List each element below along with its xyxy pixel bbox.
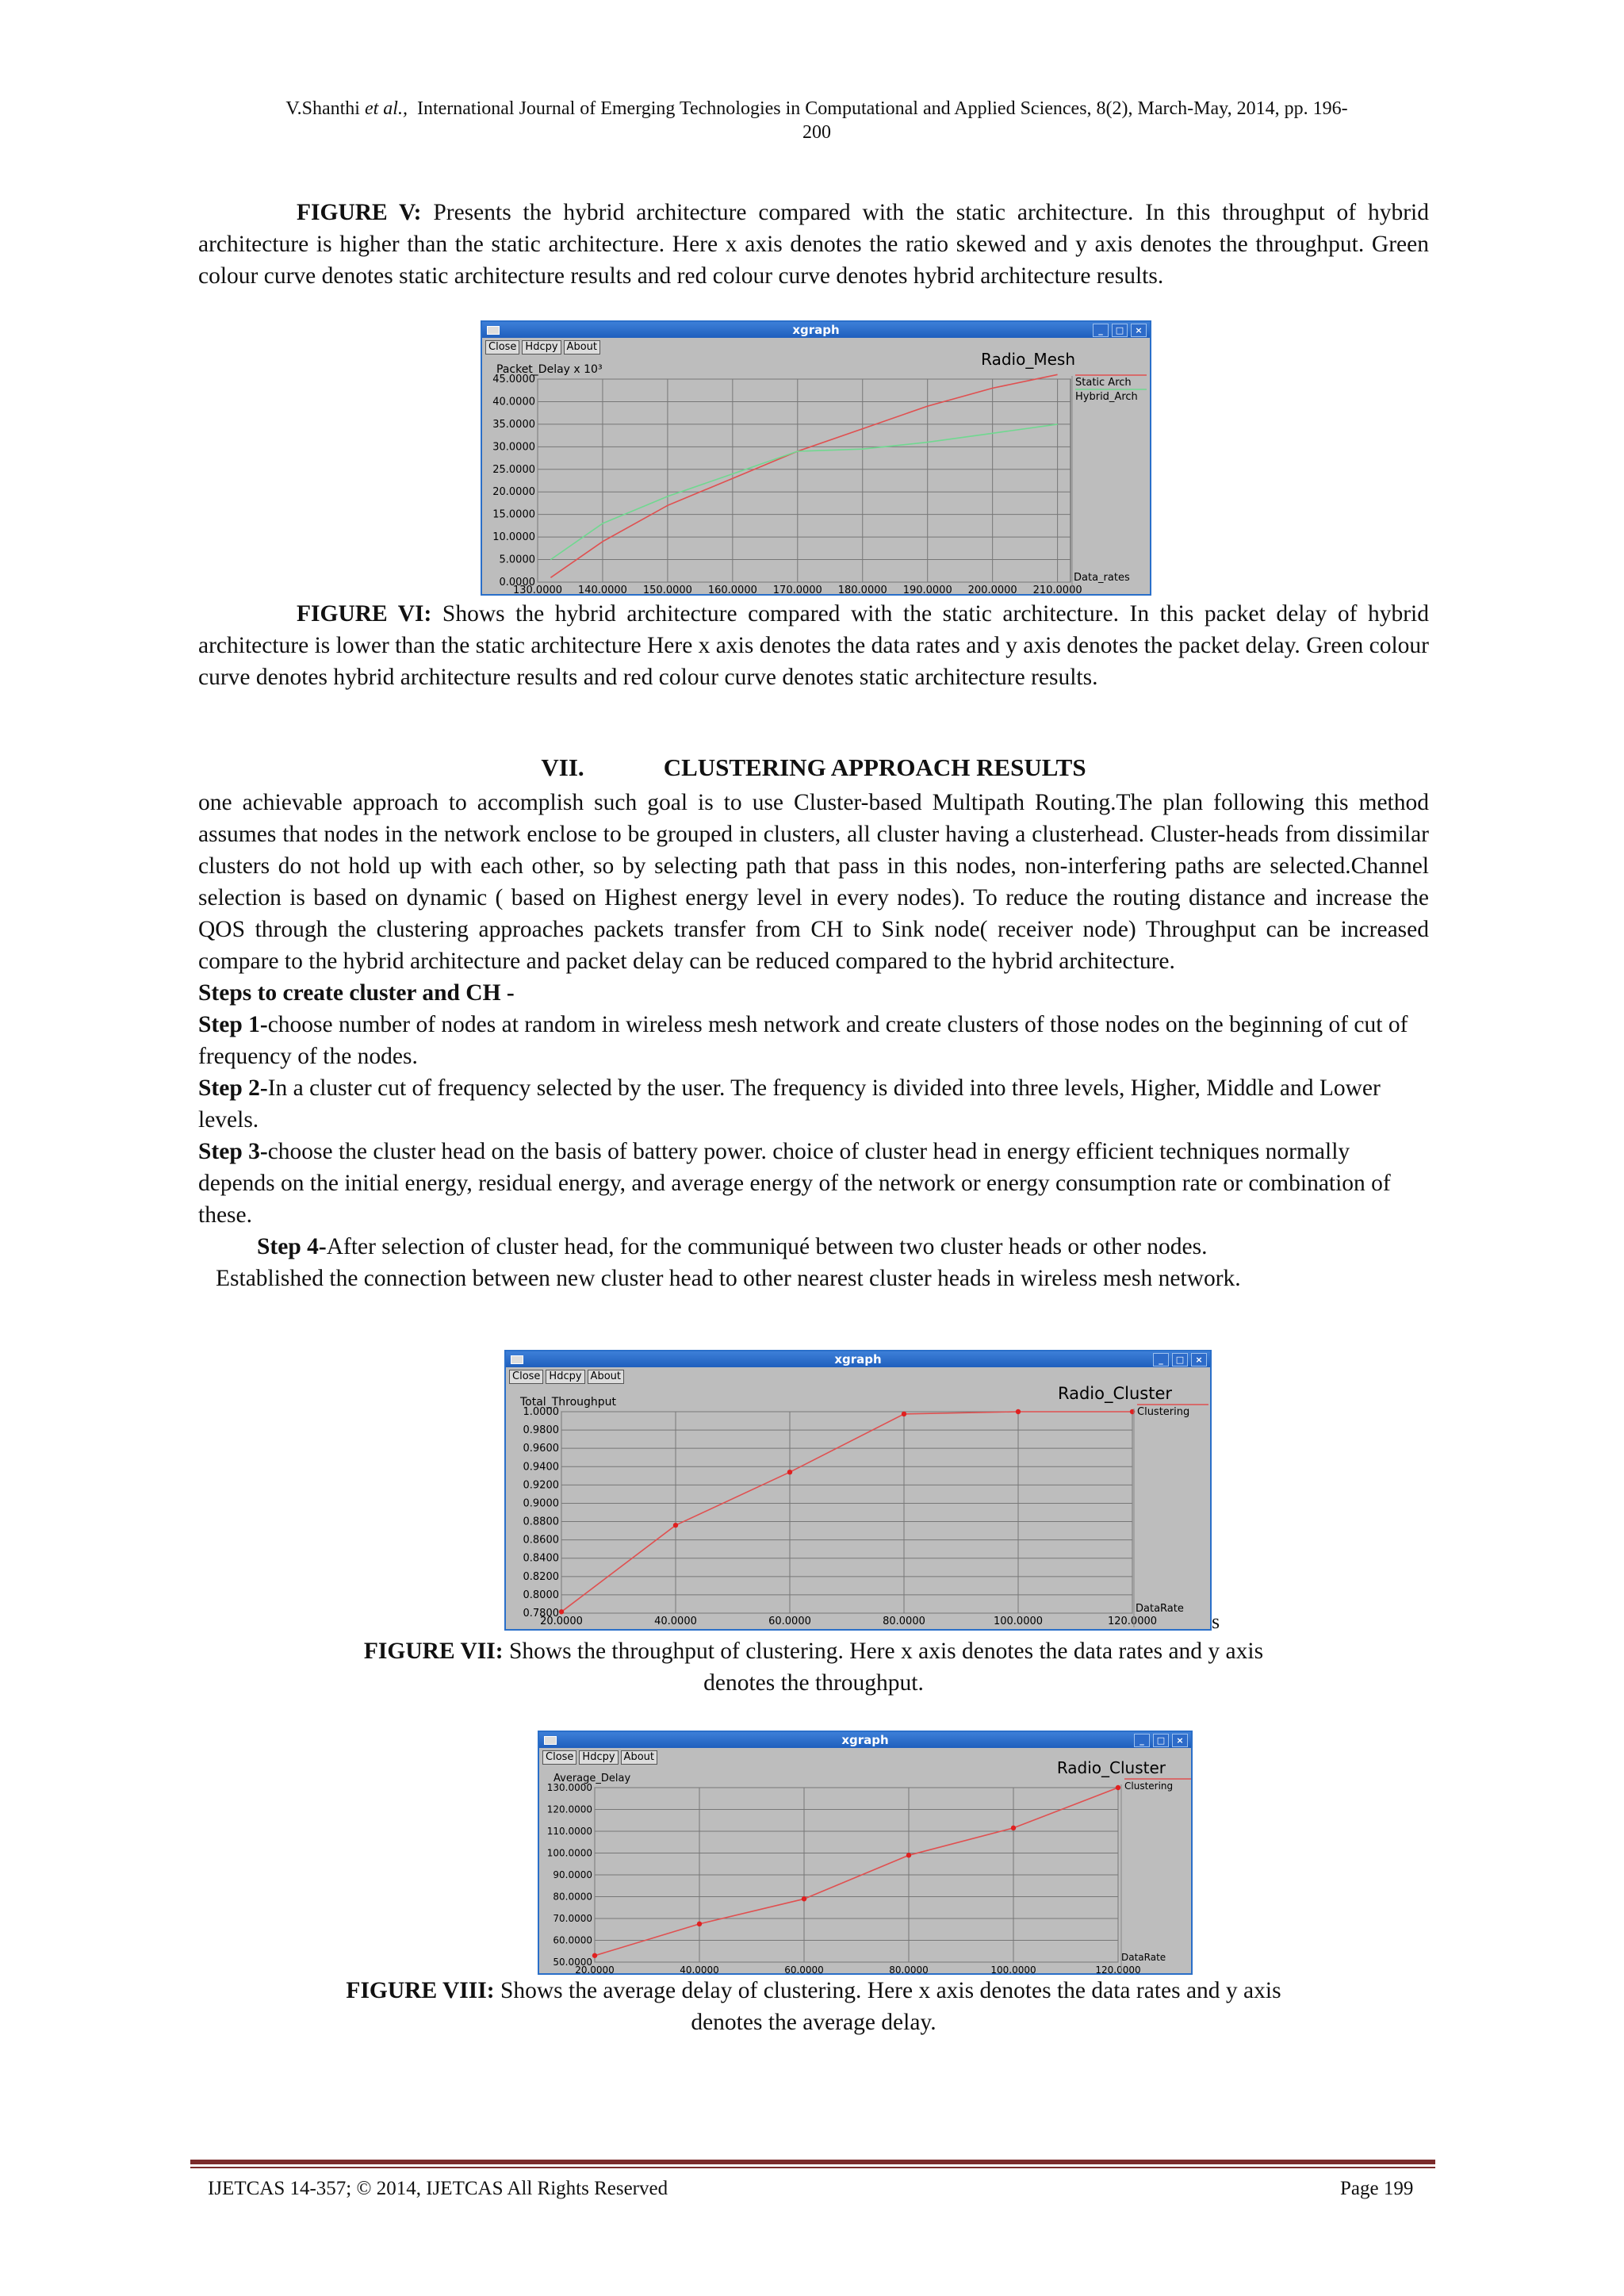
- close-icon[interactable]: ×: [1191, 1353, 1207, 1366]
- section-title: CLUSTERING APPROACH RESULTS: [663, 753, 1086, 781]
- close-button[interactable]: Close: [509, 1370, 543, 1384]
- window-title: xgraph: [834, 1352, 882, 1366]
- step-1-label: Step 1-: [198, 1012, 268, 1037]
- step-1-text: choose number of nodes at random in wireless mesh network and create clusters of those nodes on the beginning of cut of frequency of the nodes.: [198, 1012, 1408, 1069]
- about-button[interactable]: About: [621, 1750, 657, 1765]
- figure-7-text-line2: denotes the throughput.: [703, 1670, 924, 1696]
- window-title: xgraph: [792, 323, 840, 337]
- figure-6-plot: [482, 322, 1151, 596]
- chart-title: Radio_Mesh: [981, 350, 1075, 369]
- x-axis-label: DataRate: [1121, 1952, 1166, 1963]
- figure-7-text: Shows the throughput of clustering. Here x axis denotes the data rates and y axis: [503, 1639, 1264, 1664]
- minimize-icon[interactable]: _: [1093, 324, 1109, 337]
- data-point: [906, 1853, 911, 1857]
- maximize-icon[interactable]: □: [1153, 1734, 1169, 1747]
- x-tick-label: 80.0000: [889, 1964, 929, 1976]
- x-tick-label: 100.0000: [990, 1964, 1036, 1976]
- figure-7-caption: [198, 1635, 1429, 1699]
- footer-copyright: IJETCAS 14-357; © 2014, IJETCAS All Rights Reserved: [208, 2178, 668, 2199]
- data-point: [787, 1470, 792, 1474]
- y-tick-label: 130.0000: [546, 1782, 592, 1793]
- legend-label: Static Arch: [1075, 377, 1132, 389]
- figure-5-label: FIGURE V:: [297, 200, 422, 225]
- x-tick-label: 190.0000: [902, 585, 952, 596]
- step-4-continued: Established the connection between new cluster head to other nearest cluster heads in wireless mesh network.: [216, 1266, 1241, 1291]
- y-tick-label: 0.9000: [523, 1497, 559, 1510]
- y-tick-label: 0.9800: [523, 1424, 559, 1437]
- running-header: [198, 97, 1435, 144]
- close-button[interactable]: Close: [542, 1750, 576, 1765]
- figure-7-plot: [506, 1351, 1212, 1631]
- maximize-icon[interactable]: □: [1172, 1353, 1188, 1366]
- data-point: [592, 1953, 597, 1958]
- x-tick-label: 120.0000: [1107, 1616, 1158, 1627]
- about-button[interactable]: About: [564, 340, 600, 355]
- step-2: [198, 1072, 1429, 1136]
- hardcopy-button[interactable]: Hdcpy: [546, 1370, 584, 1384]
- x-axis-label: DataRate: [1136, 1603, 1184, 1615]
- y-tick-label: 0.9600: [523, 1443, 559, 1455]
- x-tick-label: 200.0000: [967, 585, 1017, 596]
- data-point: [673, 1523, 678, 1527]
- series-line: [595, 1788, 1118, 1956]
- data-point: [1016, 1409, 1021, 1414]
- hardcopy-button[interactable]: Hdcpy: [522, 340, 561, 355]
- y-tick-label: 80.0000: [553, 1891, 592, 1903]
- x-tick-label: 180.0000: [837, 585, 887, 596]
- x-tick-label: 40.0000: [654, 1616, 697, 1627]
- x-tick-label: 100.0000: [993, 1616, 1044, 1627]
- data-point: [1011, 1826, 1016, 1830]
- figure-6-label: FIGURE VI:: [297, 601, 432, 627]
- figure-8-caption: [198, 1975, 1429, 2038]
- section-paragraph: one achievable approach to accomplish such goal is to use Cluster-based Multipath Routing.The plan following this method assumes that nodes in the network enclose to be grouped in clusters, all cluster having a clusterhead. Cluster-heads from dissimilar clusters do not hold up with each other, so by selecting path that pass in this nodes, non-interfering paths are selected.Channel selection is based on dynamic ( based on Highest energy level in every nodes). To reduce the routing distance and increase the QOS through the clustering approaches packets transfer from CH to Sink node( receiver node) Throughput can be increased compare to the hybrid architecture and packet delay can be reduced compared to the hybrid architecture.: [198, 790, 1429, 974]
- window-title: xgraph: [841, 1733, 889, 1747]
- figure-5-text: Presents the hybrid architecture compared with the static architecture. In this throughput of hybrid architecture is higher than the static architecture. Here x axis denotes the ratio skewed and y axis denotes the throughput. Green colour curve denotes static architecture results and red colour curve denotes hybrid architecture results.: [198, 200, 1429, 289]
- x-tick-label: 60.0000: [784, 1964, 824, 1976]
- y-tick-label: 5.0000: [499, 554, 535, 566]
- y-tick-label: 120.0000: [546, 1803, 592, 1815]
- y-tick-label: 0.8800: [523, 1516, 559, 1528]
- step-2-text: In a cluster cut of frequency selected by the user. The frequency is divided into three levels, Higher, Middle and Lower levels.: [198, 1075, 1381, 1133]
- step-3-text: choose the cluster head on the basis of battery power. choice of cluster head in energy efficient techniques normally depends on the initial energy, residual energy, and average energy of the network or energy consumption rate or combination of these.: [198, 1139, 1391, 1228]
- y-tick-label: 100.0000: [546, 1847, 592, 1859]
- y-tick-label: 0.8600: [523, 1534, 559, 1547]
- plot-frame: [561, 1412, 1132, 1613]
- chart-title: Radio_Cluster: [1057, 1384, 1172, 1403]
- y-tick-label: 0.7800: [523, 1608, 559, 1619]
- figure-8-text: Shows the average delay of clustering. Here x axis denotes the data rates and y axis: [494, 1978, 1281, 2003]
- figure-8-label: FIGURE VIII:: [346, 1978, 495, 2003]
- x-tick-label: 140.0000: [577, 585, 627, 596]
- step-1: [198, 1009, 1429, 1072]
- x-tick-label: 40.0000: [680, 1964, 719, 1976]
- step-3: [198, 1136, 1429, 1231]
- section-number: VII.: [541, 753, 584, 781]
- figure-6-caption: [198, 598, 1429, 693]
- legend-label: Clustering: [1124, 1780, 1174, 1792]
- step-2-label: Step 2-: [198, 1075, 268, 1101]
- x-tick-label: 130.0000: [512, 585, 563, 596]
- y-tick-label: 0.9200: [523, 1479, 559, 1492]
- figure-8-plot: [539, 1732, 1193, 1975]
- figure-5-caption: [198, 197, 1429, 292]
- maximize-icon[interactable]: □: [1112, 324, 1128, 337]
- y-tick-label: 0.9400: [523, 1461, 559, 1474]
- minimize-icon[interactable]: _: [1134, 1734, 1150, 1747]
- x-tick-label: 150.0000: [642, 585, 692, 596]
- data-point: [697, 1922, 702, 1926]
- close-button[interactable]: Close: [485, 340, 519, 355]
- data-point: [902, 1412, 906, 1416]
- series-line: [550, 374, 1057, 577]
- figure-8-text-line2: denotes the average delay.: [691, 2010, 936, 2035]
- chart-title: Radio_Cluster: [1056, 1758, 1166, 1777]
- stray-character: s: [1212, 1610, 1220, 1633]
- figure-8-chart-window: [538, 1731, 1193, 1975]
- y-tick-label: 50.0000: [553, 1957, 592, 1968]
- x-tick-label: 80.0000: [883, 1616, 925, 1627]
- y-tick-label: 45.0000: [492, 374, 535, 385]
- figure-7-label: FIGURE VII:: [363, 1639, 504, 1664]
- y-tick-label: 25.0000: [492, 463, 535, 476]
- close-icon[interactable]: ×: [1131, 324, 1147, 337]
- step-4-text: After selection of cluster head, for the communiqué between two cluster heads or other nodes.: [326, 1234, 1208, 1259]
- section-body: [198, 787, 1429, 1294]
- y-tick-label: 0.8000: [523, 1589, 559, 1601]
- y-axis-label: Average_Delay: [553, 1773, 631, 1784]
- figure-6-chart-window: [481, 320, 1151, 596]
- x-tick-label: 160.0000: [707, 585, 757, 596]
- plot-frame: [538, 379, 1071, 582]
- data-point: [1116, 1785, 1120, 1790]
- x-tick-label: 210.0000: [1032, 585, 1082, 596]
- step-4-label: Step 4-: [257, 1234, 327, 1259]
- x-tick-label: 120.0000: [1095, 1964, 1141, 1976]
- figure-6-text: Shows the hybrid architecture compared with the static architecture. In this packet delay of hybrid architecture is lower than the static architecture Here x axis denotes the data rates and y axis denotes the packet delay. Green colour curve denotes hybrid architecture results and red colour curve denotes static architecture results.: [198, 601, 1429, 690]
- y-axis-label: Total_Throughput: [520, 1396, 617, 1409]
- y-tick-label: 1.0000: [523, 1406, 559, 1418]
- footer-page-number: Page 199: [1340, 2178, 1414, 2199]
- y-tick-label: 0.8200: [523, 1570, 559, 1583]
- footer-rule-thin: [190, 2167, 1435, 2168]
- y-tick-label: 10.0000: [492, 531, 535, 544]
- y-tick-label: 60.0000: [553, 1934, 592, 1946]
- header-authors: V.Shanthi: [285, 98, 360, 119]
- y-tick-label: 20.0000: [492, 486, 535, 499]
- y-axis-label: Packet_Delay x 10³: [496, 363, 603, 376]
- series-line: [561, 1412, 1132, 1612]
- y-tick-label: 0.0000: [499, 577, 535, 588]
- x-axis-label: Data_rates: [1074, 572, 1130, 584]
- figure-7-chart-window: [504, 1350, 1212, 1631]
- y-tick-label: 30.0000: [492, 441, 535, 454]
- y-tick-label: 35.0000: [492, 418, 535, 431]
- header-citation: International Journal of Emerging Technologies in Computational and Applied Sciences, 8(2), March-May, 2014, pp. 196-: [416, 98, 1348, 119]
- steps-heading: Steps to create cluster and CH -: [198, 980, 515, 1006]
- x-tick-label: 20.0000: [540, 1616, 583, 1627]
- y-tick-label: 0.8400: [523, 1552, 559, 1565]
- y-tick-label: 90.0000: [553, 1869, 592, 1880]
- legend-label: Hybrid_Arch: [1075, 391, 1138, 403]
- minimize-icon[interactable]: _: [1153, 1353, 1169, 1366]
- legend-label: Clustering: [1137, 1406, 1190, 1418]
- y-tick-label: 40.0000: [492, 396, 535, 408]
- x-tick-label: 60.0000: [768, 1616, 811, 1627]
- data-point: [802, 1896, 806, 1901]
- step-3-label: Step 3-: [198, 1139, 268, 1164]
- about-button[interactable]: About: [588, 1370, 624, 1384]
- x-tick-label: 20.0000: [575, 1964, 615, 1976]
- close-icon[interactable]: ×: [1172, 1734, 1188, 1747]
- step-4: [198, 1231, 1429, 1263]
- header-pages-end: 200: [802, 122, 831, 143]
- y-tick-label: 110.0000: [546, 1826, 592, 1837]
- x-tick-label: 170.0000: [772, 585, 822, 596]
- header-et-al: et al.,: [364, 98, 408, 119]
- y-tick-label: 15.0000: [492, 508, 535, 521]
- footer-rule: [190, 2160, 1435, 2164]
- hardcopy-button[interactable]: Hdcpy: [579, 1750, 618, 1765]
- section-heading: [198, 753, 1429, 782]
- y-tick-label: 70.0000: [553, 1913, 592, 1924]
- data-point: [559, 1609, 564, 1614]
